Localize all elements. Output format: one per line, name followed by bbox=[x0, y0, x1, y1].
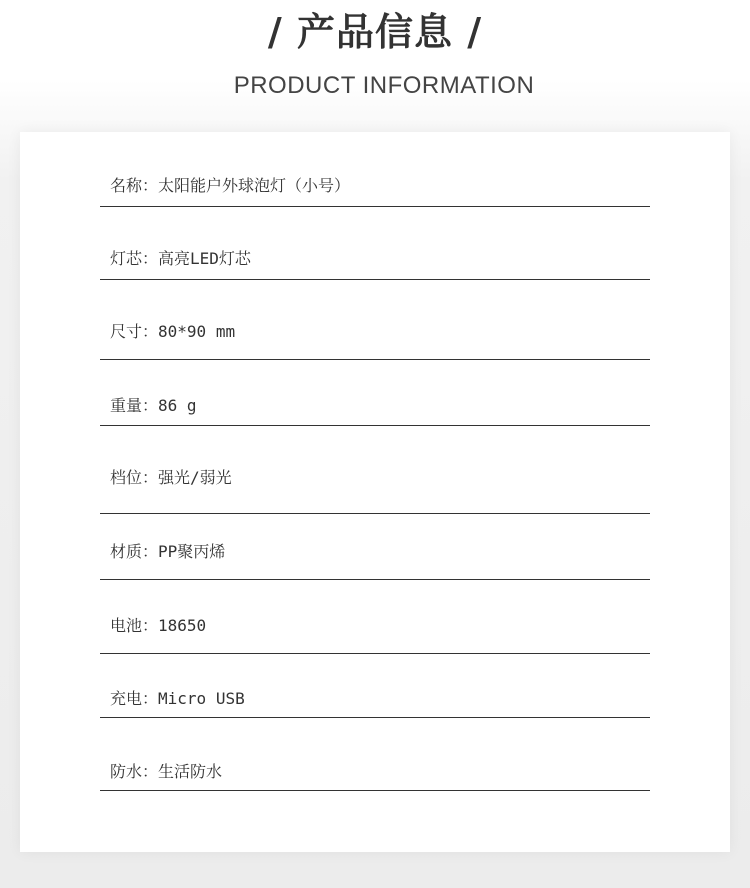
spec-label: 重量： bbox=[110, 396, 159, 415]
spec-row-charging bbox=[100, 654, 650, 718]
spec-value: 18650 bbox=[158, 616, 207, 635]
spec-row-waterproof bbox=[100, 718, 650, 791]
spec-value: 强光/弱光 bbox=[158, 468, 232, 487]
spec-label: 灯芯： bbox=[110, 249, 159, 268]
spec-row-size bbox=[100, 280, 650, 360]
spec-value: Micro USB bbox=[158, 689, 245, 708]
spec-row-mode bbox=[100, 426, 650, 514]
spec-value: 80*90 mm bbox=[158, 322, 236, 341]
spec-label: 防水： bbox=[110, 762, 159, 781]
spec-value: 高亮LED灯芯 bbox=[158, 249, 251, 268]
spec-row-battery bbox=[100, 580, 650, 654]
product-info-card bbox=[20, 132, 730, 852]
spec-row-led bbox=[100, 207, 650, 280]
spec-row-weight bbox=[100, 360, 650, 426]
spec-label: 充电： bbox=[110, 689, 159, 708]
spec-label: 尺寸： bbox=[110, 322, 159, 341]
spec-label: 材质： bbox=[110, 542, 159, 561]
spec-row-name bbox=[100, 162, 650, 207]
spec-label: 电池： bbox=[110, 616, 159, 635]
page-title: / 产品信息 / bbox=[267, 10, 483, 54]
spec-value: 太阳能户外球泡灯（小号） bbox=[158, 176, 351, 195]
spec-row-material bbox=[100, 514, 650, 580]
spec-label: 名称： bbox=[110, 176, 159, 195]
page-subtitle: PRODUCT INFORMATION bbox=[233, 72, 535, 99]
spec-value: 生活防水 bbox=[158, 762, 223, 781]
spec-value: 86 g bbox=[158, 396, 197, 415]
spec-value: PP聚丙烯 bbox=[158, 542, 226, 561]
spec-label: 档位： bbox=[110, 468, 159, 487]
